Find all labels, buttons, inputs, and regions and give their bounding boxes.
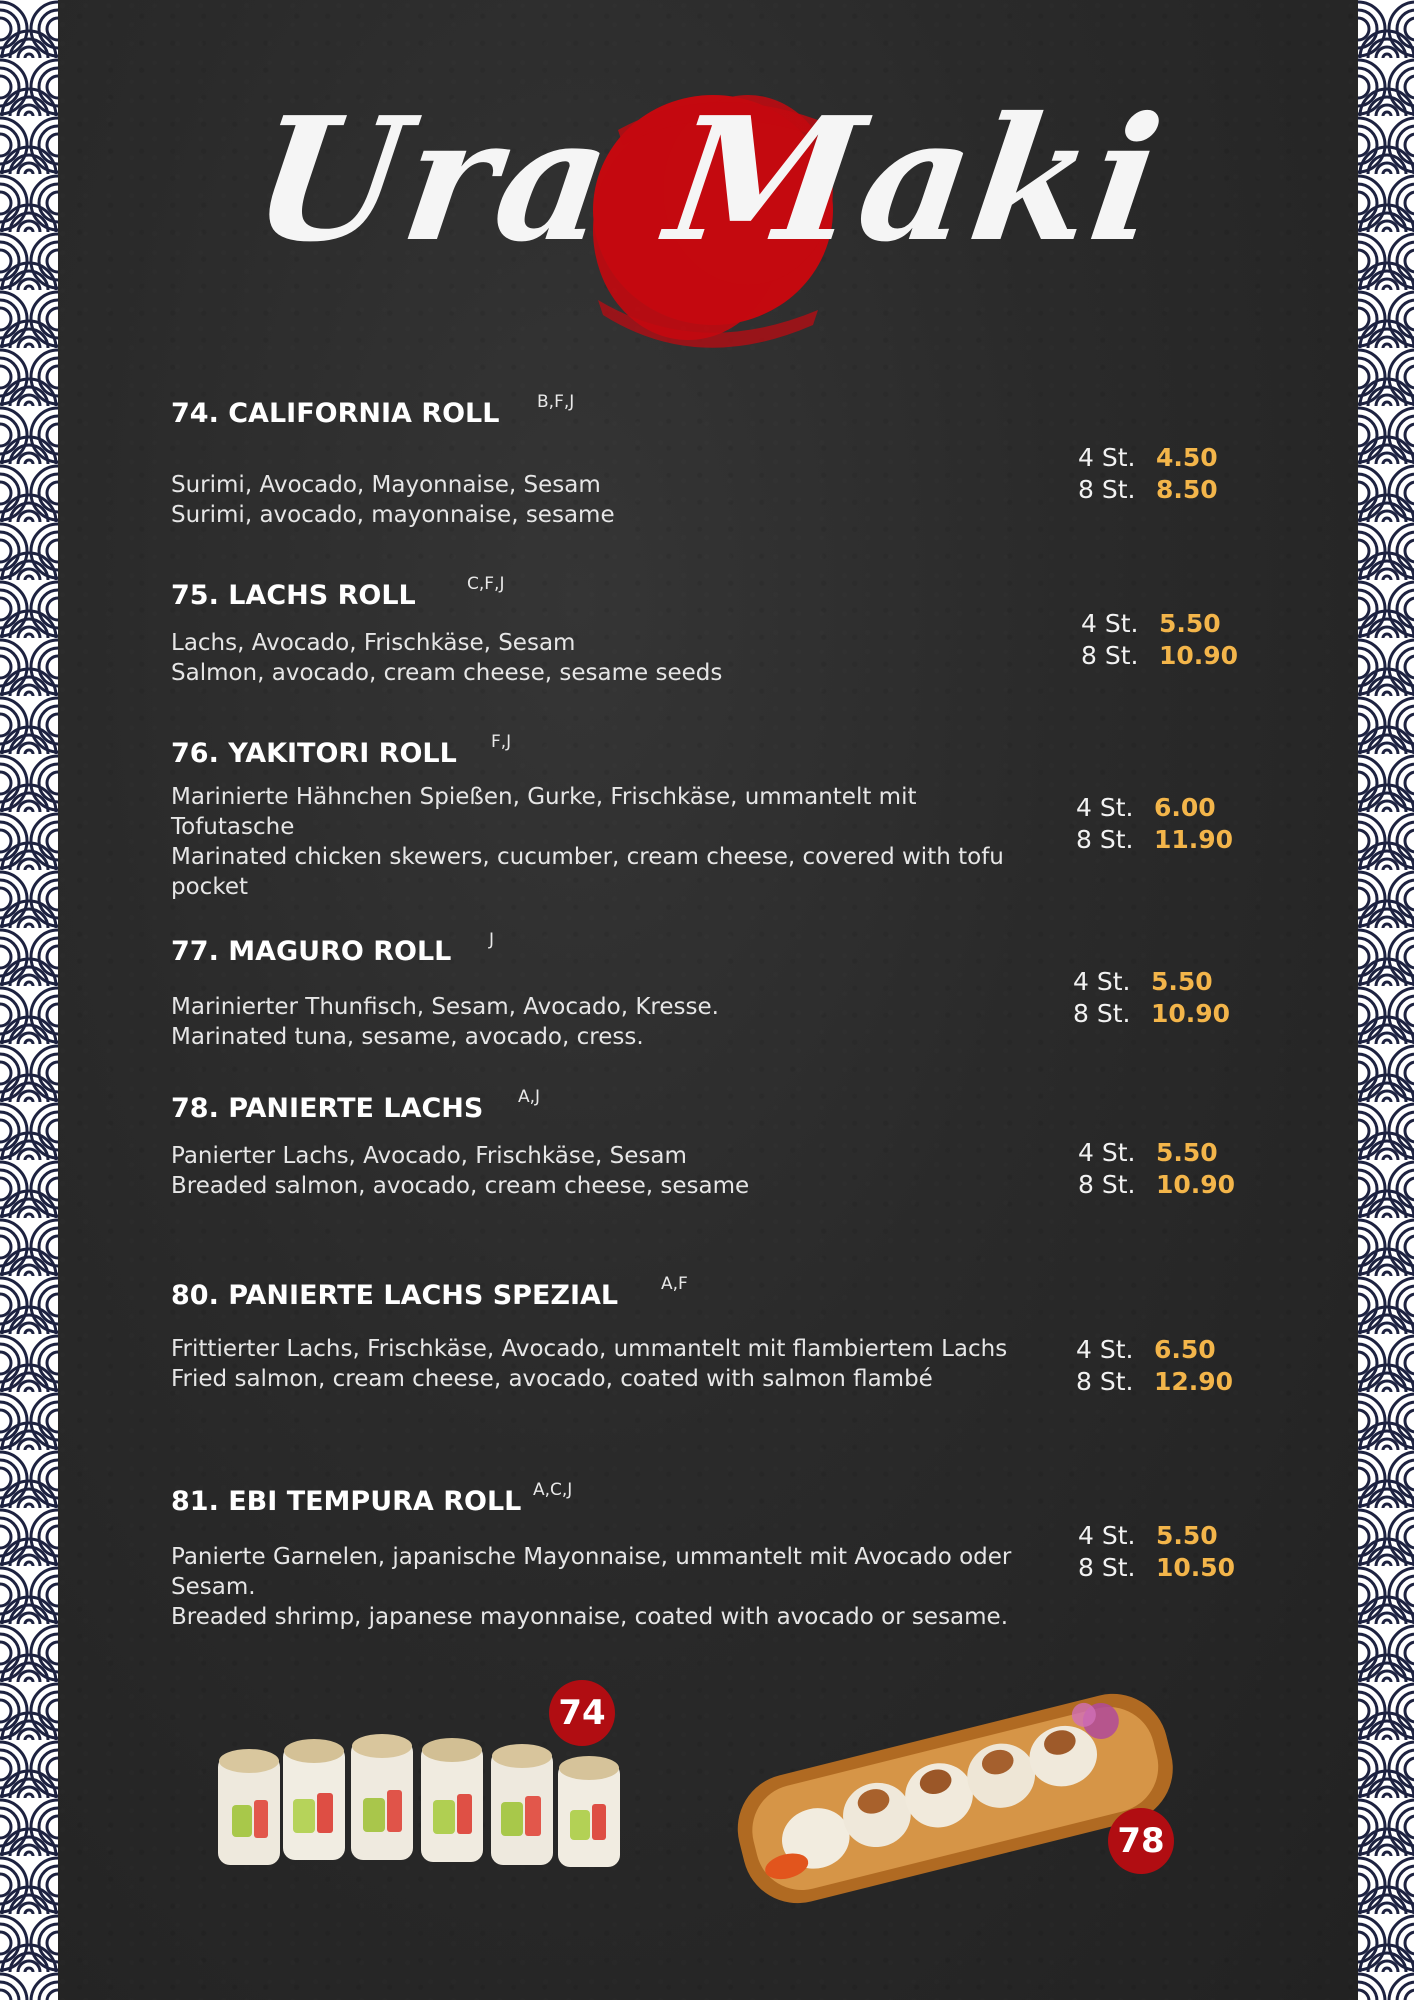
chalkboard-background <box>58 0 1358 2000</box>
price-list <box>1078 442 1218 506</box>
allergen-codes: C,F,J <box>467 574 505 594</box>
photo-number-badge: 78 <box>1108 1808 1174 1874</box>
panierte-lachs-photo <box>713 1665 1183 1919</box>
item-description <box>171 628 1041 688</box>
price-row: 8 St. 10.90 <box>1078 1170 1236 1199</box>
price-row: 4 St. 4.50 <box>1078 443 1218 472</box>
description-de: Surimi, Avocado, Mayonnaise, Sesam <box>171 472 601 498</box>
description-en: Fried salmon, cream cheese, avocado, coated with salmon flambé <box>171 1366 933 1392</box>
price-row: 4 St. 6.50 <box>1076 1335 1216 1364</box>
menu-item-76 <box>171 732 1321 900</box>
description-en: Marinated chicken skewers, cucumber, cream cheese, covered with tofu pocket <box>171 844 1004 900</box>
menu-item-75 <box>171 574 1321 686</box>
price-list <box>1078 1520 1235 1584</box>
allergen-codes: A,J <box>518 1087 541 1107</box>
description-de: Panierter Lachs, Avocado, Frischkäse, Sesam <box>171 1143 687 1169</box>
menu-item-74 <box>171 392 1321 528</box>
description-en: Salmon, avocado, cream cheese, sesame seeds <box>171 660 723 686</box>
menu-item-77 <box>171 930 1321 1050</box>
item-name: 76. YAKITORI ROLL <box>171 738 457 769</box>
price-row: 4 St. 5.50 <box>1078 1138 1218 1167</box>
description-en: Marinated tuna, sesame, avocado, cress. <box>171 1024 644 1050</box>
price-row: 4 St. 5.50 <box>1073 967 1213 996</box>
allergen-codes: B,F,J <box>537 392 575 412</box>
description-de: Marinierter Thunfisch, Sesam, Avocado, Kresse. <box>171 994 719 1020</box>
price-row: 8 St. 11.90 <box>1076 825 1234 854</box>
price-row: 4 St. 5.50 <box>1081 609 1221 638</box>
price-row: 8 St. 10.90 <box>1081 641 1239 670</box>
description-en: Breaded shrimp, japanese mayonnaise, coated with avocado or sesame. <box>171 1604 1009 1630</box>
allergen-codes: F,J <box>491 732 512 752</box>
allergen-codes: A,C,J <box>533 1480 573 1500</box>
item-name: 75. LACHS ROLL <box>171 580 416 611</box>
price-list <box>1073 966 1230 1030</box>
menu-item-78 <box>171 1087 1321 1199</box>
price-row: 4 St. 5.50 <box>1078 1521 1218 1550</box>
price-list <box>1076 792 1233 856</box>
menu-item-81 <box>171 1480 1321 1630</box>
item-name: 78. PANIERTE LACHS <box>171 1093 484 1124</box>
item-description <box>171 1141 1041 1201</box>
price-row: 8 St. 10.50 <box>1078 1553 1236 1582</box>
description-de: Panierte Garnelen, japanische Mayonnaise, ummantelt mit Avocado oder Sesam. <box>171 1544 1012 1600</box>
price-row: 8 St. 12.90 <box>1076 1367 1234 1396</box>
menu-item-80 <box>171 1274 1321 1396</box>
item-description <box>171 1334 1041 1394</box>
price-list <box>1076 1334 1233 1398</box>
right-wave-border <box>1358 0 1414 2000</box>
photo-number-badge: 74 <box>549 1680 615 1746</box>
item-name: 74. CALIFORNIA ROLL <box>171 398 500 429</box>
price-row: 8 St. 10.90 <box>1073 999 1231 1028</box>
price-list <box>1078 1137 1235 1201</box>
description-en: Breaded salmon, avocado, cream cheese, sesame <box>171 1173 750 1199</box>
price-row: 4 St. 6.00 <box>1076 793 1216 822</box>
page-title: Ura Maki <box>242 80 1174 280</box>
item-description <box>171 992 1041 1052</box>
allergen-codes: A,F <box>661 1274 688 1294</box>
item-name: 77. MAGURO ROLL <box>171 936 452 967</box>
left-wave-border <box>0 0 58 2000</box>
item-description <box>171 1542 1041 1632</box>
price-list <box>1081 608 1238 672</box>
title-area <box>58 40 1358 380</box>
item-description <box>171 470 1041 530</box>
item-name: 80. PANIERTE LACHS SPEZIAL <box>171 1280 619 1311</box>
allergen-codes: J <box>489 930 495 950</box>
description-de: Marinierte Hähnchen Spießen, Gurke, Frischkäse, ummantelt mit Tofutasche <box>171 784 917 840</box>
description-de: Lachs, Avocado, Frischkäse, Sesam <box>171 630 576 656</box>
price-row: 8 St. 8.50 <box>1078 475 1218 504</box>
item-description <box>171 782 1041 902</box>
description-en: Surimi, avocado, mayonnaise, sesame <box>171 502 615 528</box>
description-de: Frittierter Lachs, Frischkäse, Avocado, ummantelt mit flambiertem Lachs <box>171 1336 1008 1362</box>
california-roll-photo <box>213 1720 633 1899</box>
item-name: 81. EBI TEMPURA ROLL <box>171 1486 522 1517</box>
